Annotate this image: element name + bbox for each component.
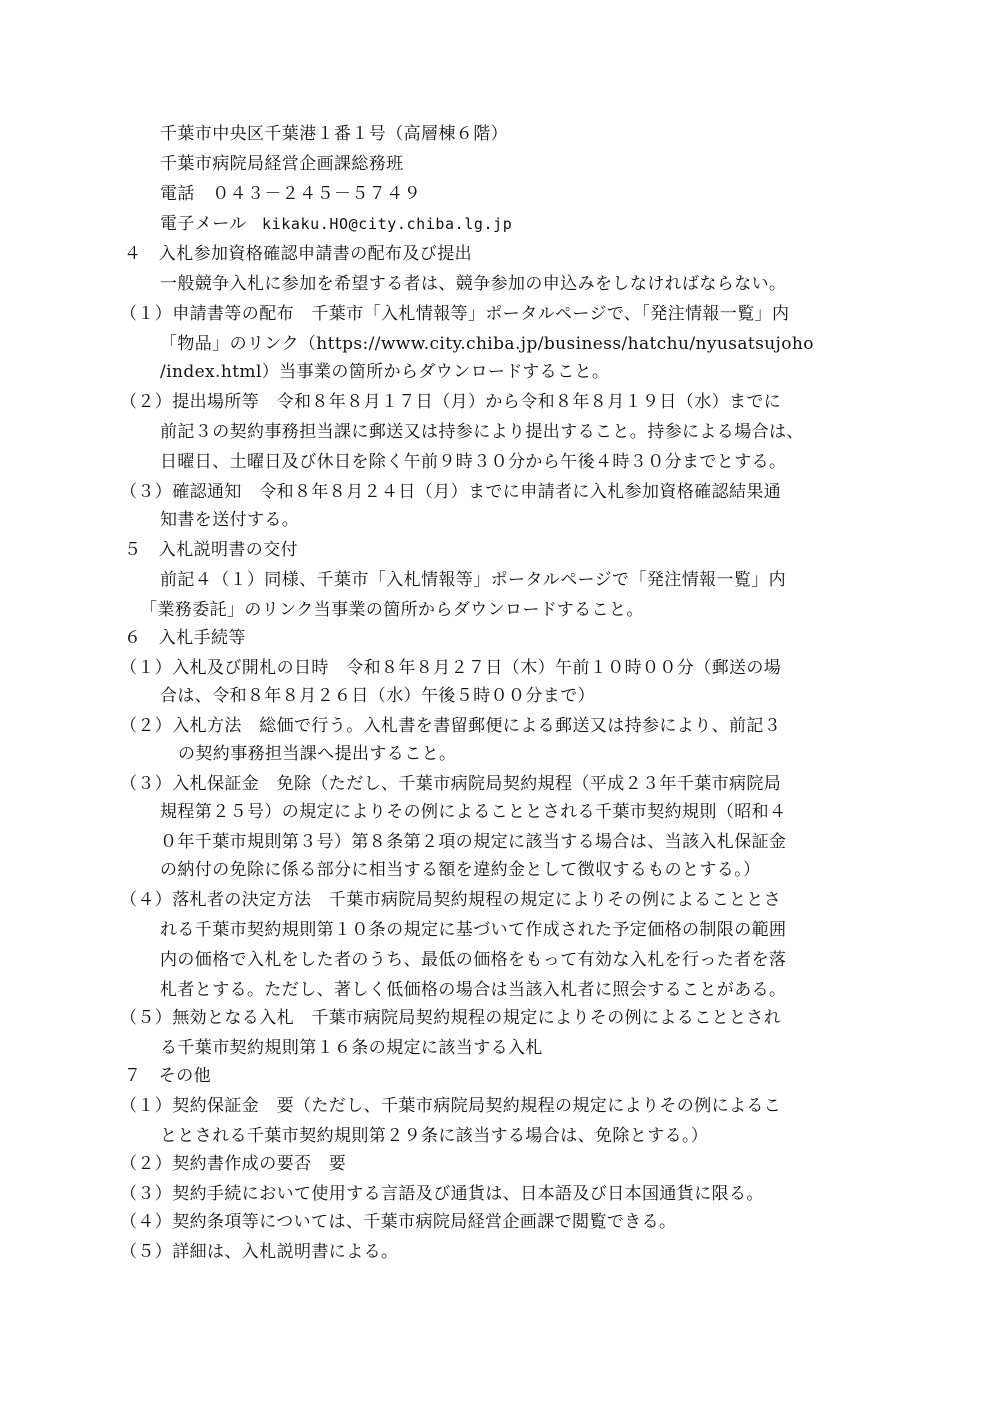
item-6-5-line-2: る千葉市契約規則第１６条の規定に該当する入札 bbox=[160, 1038, 543, 1058]
item-4-2-line-1: （２）提出場所等 令和８年８月１７日（月）から令和８年８月１９日（水）までに bbox=[120, 392, 782, 412]
item-6-3-line-1: （３）入札保証金 免除（ただし、千葉市病院局契約規程（平成２３年千葉市病院局 bbox=[120, 774, 782, 794]
item-7-1-line-2: ととされる千葉市契約規則第２９条に該当する場合は、免除とする。） bbox=[160, 1126, 709, 1146]
item-7-1-line-1: （１）契約保証金 要（ただし、千葉市病院局契約規程の規定によりその例によるこ bbox=[120, 1096, 782, 1116]
email-address: kikaku.HO@city.chiba.lg.jp bbox=[262, 215, 513, 233]
item-6-5-line-1: （５）無効となる入札 千葉市病院局契約規程の規定によりその例によることとされ bbox=[120, 1008, 782, 1028]
email-label: 電子メール bbox=[160, 214, 265, 234]
item-7-5: （５）詳細は、入札説明書による。 bbox=[120, 1242, 399, 1262]
item-6-4-line-3: 内の価格で入札をした者のうち、最低の価格をもって有効な入札を行った者を落 bbox=[160, 950, 787, 970]
item-6-1-line-2: 合は、令和８年８月２６日（水）午後５時００分まで） bbox=[160, 686, 595, 706]
item-4-1-line-1: （１）申請書等の配布 千葉市「入札情報等」ポータルページで、「発注情報一覧」内 bbox=[120, 304, 790, 324]
address-line: 千葉市中央区千葉港１番１号（高層棟６階） bbox=[160, 124, 508, 144]
section-4-intro: 一般競争入札に参加を希望する者は、競争参加の申込みをしなければならない。 bbox=[160, 274, 787, 294]
item-7-2: （２）契約書作成の要否 要 bbox=[120, 1154, 347, 1174]
item-7-3: （３）契約手続において使用する言語及び通貨は、日本語及び日本国通貨に限る。 bbox=[120, 1184, 764, 1204]
phone-line: 電話 ０４３－２４５－５７４９ bbox=[160, 184, 421, 204]
item-6-2-line-1: （２）入札方法 総価で行う。入札書を書留郵便による郵送又は持参により、前記３ bbox=[120, 716, 782, 736]
item-7-4: （４）契約条項等については、千葉市病院局経営企画課で閲覧できる。 bbox=[120, 1212, 677, 1232]
item-4-2-line-3: 日曜日、土曜日及び休日を除く午前９時３０分から午後４時３０分までとする。 bbox=[160, 452, 787, 472]
item-6-3-line-4: の納付の免除に係る部分に相当する額を違約金として徴収するものとする。） bbox=[160, 860, 761, 880]
item-6-4-line-1: （４）落札者の決定方法 千葉市病院局契約規程の規定によりその例によることとさ bbox=[120, 890, 782, 910]
section-5-line-2: 「業務委託」のリンク当事業の箇所からダウンロードすること。 bbox=[140, 600, 644, 620]
item-4-1-link-line-2: /index.html）当事業の箇所からダウンロードすること。 bbox=[160, 362, 610, 382]
item-6-4-line-2: れる千葉市契約規則第１０条の規定に基づいて作成された予定価格の制限の範囲 bbox=[160, 920, 787, 940]
item-4-3-line-2: 知書を送付する。 bbox=[160, 510, 300, 530]
item-4-2-line-2: 前記３の契約事務担当課に郵送又は持参により提出すること。持参による場合は、 bbox=[160, 422, 804, 442]
item-6-3-line-2: 規程第２５号）の規定によりその例によることとされる千葉市契約規則（昭和４ bbox=[160, 802, 787, 822]
office-line: 千葉市病院局経営企画課総務班 bbox=[160, 154, 404, 174]
item-6-1-line-1: （１）入札及び開札の日時 令和８年８月２７日（木）午前１０時００分（郵送の場 bbox=[120, 658, 782, 678]
section-6-heading: ６ 入札手続等 bbox=[124, 628, 246, 648]
section-4-heading: ４ 入札参加資格確認申請書の配布及び提出 bbox=[124, 244, 472, 264]
section-5-line-1: 前記４（１）同様、千葉市「入札情報等」ポータルページで「発注情報一覧」内 bbox=[160, 570, 787, 590]
section-7-heading: ７ その他 bbox=[124, 1066, 211, 1086]
section-5-heading: ５ 入札説明書の交付 bbox=[124, 540, 298, 560]
item-6-3-line-3: ０年千葉市規則第３号）第８条第２項の規定に該当する場合は、当該入札保証金 bbox=[160, 832, 787, 852]
item-4-3-line-1: （３）確認通知 令和８年８月２４日（月）までに申請者に入札参加資格確認結果通 bbox=[120, 482, 782, 502]
item-6-4-line-4: 札者とする。ただし、著しく低価格の場合は当該入札者に照会することがある。 bbox=[160, 980, 787, 1000]
item-4-1-link-line-1: 「物品」のリンク（https://www.city.chiba.jp/business/hatchu/nyusatsujoho bbox=[160, 334, 814, 354]
item-6-2-line-2: の契約事務担当課へ提出すること。 bbox=[178, 744, 457, 764]
